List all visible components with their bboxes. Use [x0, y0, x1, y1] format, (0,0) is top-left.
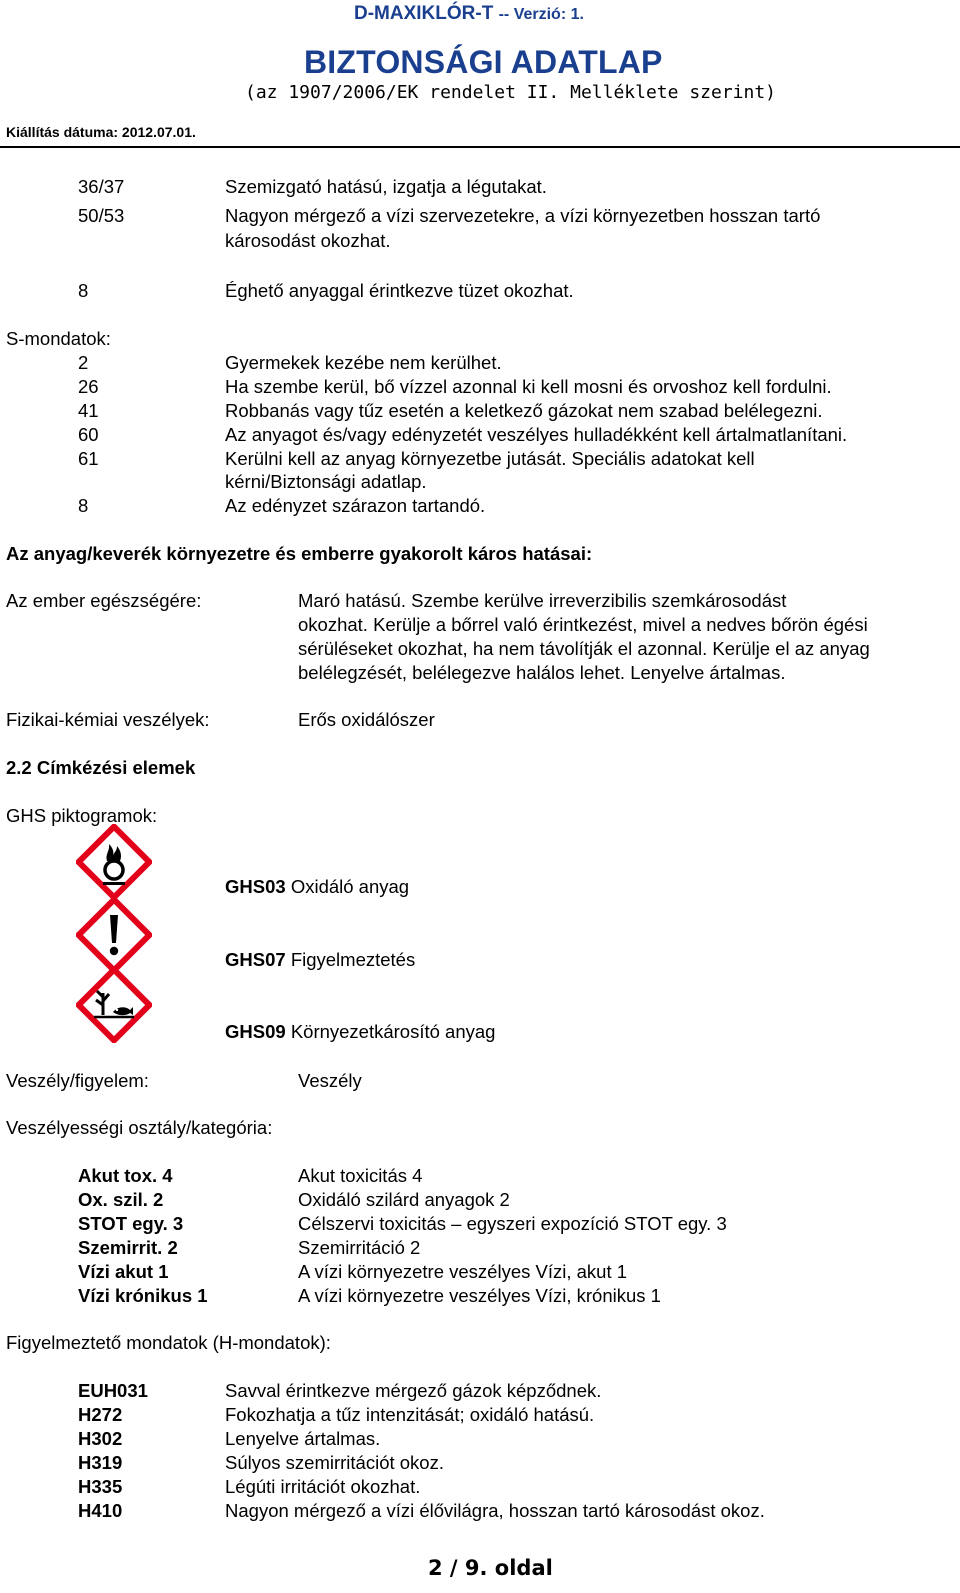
h-phrase-code: H272	[78, 1404, 123, 1425]
class-text: Oxidáló szilárd anyagok 2	[298, 1189, 510, 1210]
environment-icon	[76, 967, 152, 1043]
document-title: BIZTONSÁGI ADATLAP	[304, 44, 663, 80]
r-phrase-code: 50/53	[78, 205, 125, 226]
h-phrase-code: H335	[78, 1476, 123, 1497]
issue-date: Kiállítás dátuma: 2012.07.01.	[6, 124, 196, 140]
h-phrase-code: H319	[78, 1452, 123, 1473]
r-phrase-text: Éghető anyaggal érintkezve tüzet okozhat.	[225, 280, 574, 301]
s-phrase-code: 61	[78, 448, 99, 469]
s-phrase-text: Az anyagot és/vagy edényzetét veszélyes hulladékként kell ártalmatlanítani.	[225, 424, 848, 445]
s-phrase-text: Kerülni kell az anyag környezetbe jutását. Speciális adatokat kell	[225, 448, 755, 469]
document-subtitle: (az 1907/2006/EK rendelet II. Melléklete szerint)	[245, 82, 777, 103]
signal-word-value: Veszély	[298, 1070, 362, 1091]
ghs07-code: GHS07	[225, 949, 286, 970]
r-phrase-text-cont: károsodást okozhat.	[225, 230, 391, 251]
h-phrase-text: Lenyelve ártalmas.	[225, 1428, 381, 1449]
class-code: Szemirrit. 2	[78, 1237, 178, 1258]
class-code: Vízi akut 1	[78, 1261, 169, 1282]
flame-over-circle-icon	[76, 824, 152, 900]
ghs07-row	[225, 949, 415, 971]
h-phrase-code: H410	[78, 1500, 123, 1521]
ghs09-row	[225, 1021, 495, 1043]
h-phrase-code: H302	[78, 1428, 123, 1449]
signal-word-label: Veszély/figyelem:	[6, 1070, 149, 1091]
h-phrase-text: Savval érintkezve mérgező gázok képződnek.	[225, 1380, 602, 1401]
class-text: A vízi környezetre veszélyes Vízi, akut 1	[298, 1261, 628, 1282]
h-phrases-label: Figyelmeztető mondatok (H-mondatok):	[6, 1332, 331, 1353]
health-text: belélegzését, belélegezve halálos lehet. Lenyelve ártalmas.	[298, 662, 786, 683]
h-phrase-text: Légúti irritációt okozhat.	[225, 1476, 421, 1497]
header-divider	[0, 146, 960, 148]
ghs09-text: Környezetkárosító anyag	[290, 1021, 496, 1042]
class-text: Akut toxicitás 4	[298, 1165, 423, 1186]
h-phrase-text: Súlyos szemirritációt okoz.	[225, 1452, 444, 1473]
ghs03-row	[225, 876, 409, 898]
s-phrase-code: 2	[78, 352, 89, 373]
effects-heading: Az anyag/keverék környezetre és emberre gyakorolt káros hatásai:	[6, 543, 593, 564]
ghs03-code: GHS03	[225, 876, 286, 897]
physchem-label: Fizikai-kémiai veszélyek:	[6, 709, 210, 730]
class-code: STOT egy. 3	[78, 1213, 184, 1234]
class-text: Szemirritáció 2	[298, 1237, 421, 1258]
class-text: A vízi környezetre veszélyes Vízi, krónikus 1	[298, 1285, 661, 1306]
s-phrase-text: Gyermekek kezébe nem kerülhet.	[225, 352, 502, 373]
version-label: -- Verzió: 1.	[498, 6, 584, 23]
h-phrase-text: Fokozhatja a tűz intenzitását; oxidáló hatású.	[225, 1404, 595, 1425]
class-code: Akut tox. 4	[78, 1165, 173, 1186]
class-code: Ox. szil. 2	[78, 1189, 164, 1210]
health-text: sérüléseket okozhat, ha nem távolítják el azonnal. Kerülje el az anyag	[298, 638, 870, 659]
ghs03-text: Oxidáló anyag	[290, 876, 410, 897]
product-name	[354, 3, 584, 25]
s-phrase-code: 26	[78, 376, 99, 397]
s-phrase-text: Az edényzet szárazon tartandó.	[225, 495, 486, 516]
product-title: D-MAXIKLÓR-T	[354, 3, 494, 24]
s-phrase-text: Robbanás vagy tűz esetén a keletkező gázokat nem szabad belélegezni.	[225, 400, 823, 421]
s-phrase-text-cont: kérni/Biztonsági adatlap.	[225, 471, 427, 492]
s-phrase-text: Ha szembe kerül, bő vízzel azonnal ki kell mosni és orvoshoz kell fordulni.	[225, 376, 832, 397]
physchem-value: Erős oxidálószer	[298, 709, 435, 730]
s-phrase-code: 60	[78, 424, 99, 445]
ghs07-text: Figyelmeztetés	[290, 949, 416, 970]
page-number: 2 / 9. oldal	[428, 1556, 553, 1580]
s-phrases-label: S-mondatok:	[6, 328, 111, 349]
ghs09-code: GHS09	[225, 1021, 286, 1042]
r-phrase-code: 8	[78, 280, 89, 301]
health-label: Az ember egészségére:	[6, 590, 202, 611]
h-phrase-code: EUH031	[78, 1380, 148, 1401]
class-code: Vízi krónikus 1	[78, 1285, 208, 1306]
r-phrase-code: 36/37	[78, 176, 125, 197]
labeling-heading: 2.2 Címkézési elemek	[6, 757, 196, 778]
health-text: Maró hatású. Szembe kerülve irreverzibilis szemkárosodást	[298, 590, 787, 611]
r-phrase-text: Szemizgató hatású, izgatja a légutakat.	[225, 176, 547, 197]
h-phrase-text: Nagyon mérgező a vízi élővilágra, hosszan tartó károsodást okoz.	[225, 1500, 765, 1521]
class-text: Célszervi toxicitás – egyszeri expozíció STOT egy. 3	[298, 1213, 727, 1234]
health-text: okozhat. Kerülje a bőrrel való érintkezést, mivel a nedves bőrön égési	[298, 614, 868, 635]
s-phrase-code: 41	[78, 400, 99, 421]
hazard-class-label: Veszélyességi osztály/kategória:	[6, 1117, 273, 1138]
ghs-label: GHS piktogramok:	[6, 805, 158, 826]
r-phrase-text: Nagyon mérgező a vízi szervezetekre, a vízi környezetben hosszan tartó	[225, 205, 821, 226]
s-phrase-code: 8	[78, 495, 89, 516]
exclamation-mark-icon	[76, 897, 152, 973]
